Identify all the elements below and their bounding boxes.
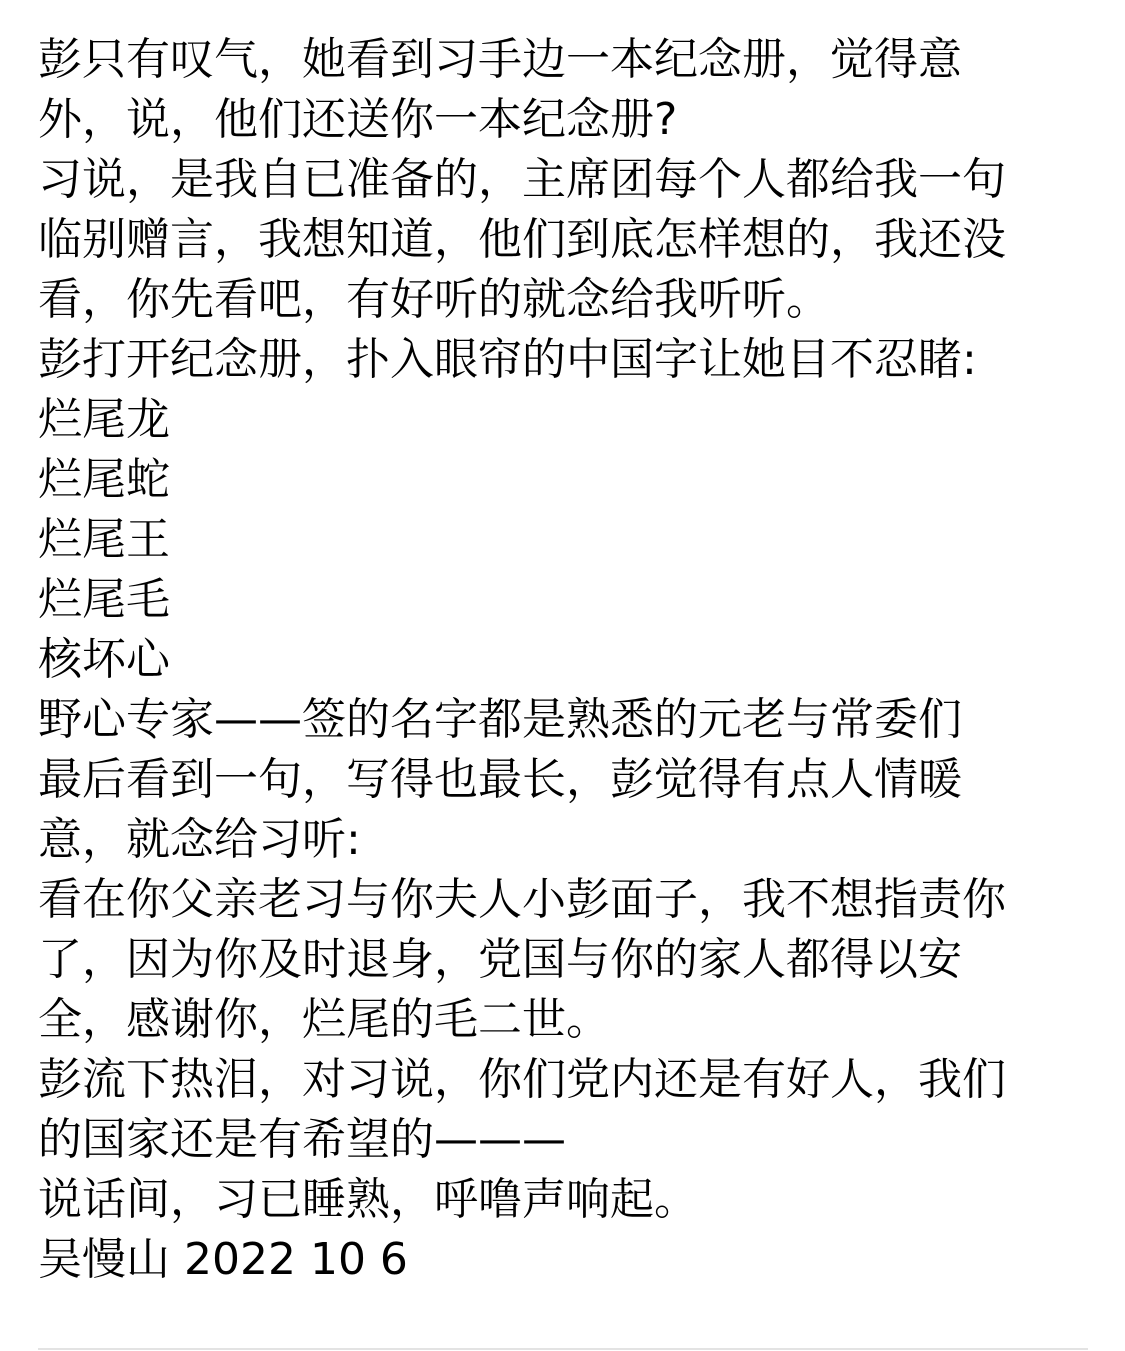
text-line: 说话间，习已睡熟，呼噜声响起。: [38, 1174, 698, 1225]
text-line: 了，因为你及时退身，党国与你的家人都得以安: [38, 934, 962, 985]
text-line: 临别赠言，我想知道，他们到底怎样想的，我还没: [38, 214, 1006, 265]
text-line: 彭打开纪念册，扑入眼帘的中国字让她目不忍睹:: [38, 334, 977, 385]
text-line: 外，说，他们还送你一本纪念册?: [38, 94, 678, 145]
text-line: 看在你父亲老习与你夫人小彭面子，我不想指责你: [38, 874, 1006, 925]
post-body: [38, 30, 1098, 1290]
text-line: 野心专家——签的名字都是熟悉的元老与常委们: [38, 694, 962, 745]
text-line: 最后看到一句，写得也最长，彭觉得有点人情暖: [38, 754, 962, 805]
text-line: 彭流下热泪，对习说，你们党内还是有好人，我们: [38, 1054, 1006, 1105]
text-line: 意，就念给习听:: [38, 814, 361, 865]
text-line: 看，你先看吧，有好听的就念给我听听。: [38, 274, 830, 325]
text-line: 烂尾蛇: [38, 454, 170, 505]
author-date-signature: 吴慢山 2022 10 6: [38, 1234, 408, 1285]
text-line: 烂尾王: [38, 514, 170, 565]
text-line: 全，感谢你，烂尾的毛二世。: [38, 994, 610, 1045]
text-line: 的国家还是有希望的———: [38, 1114, 566, 1165]
text-line: 烂尾毛: [38, 574, 170, 625]
clipped-line-text: [38, 0, 498, 18]
divider: [38, 1348, 1088, 1350]
text-line: 彭只有叹气，她看到习手边一本纪念册，觉得意: [38, 34, 962, 85]
text-line: 烂尾龙: [38, 394, 170, 445]
text-line: 核坏心: [38, 634, 170, 685]
clipped-previous-line: [38, 0, 498, 18]
text-line: 习说，是我自已准备的，主席团每个人都给我一句: [38, 154, 1006, 205]
